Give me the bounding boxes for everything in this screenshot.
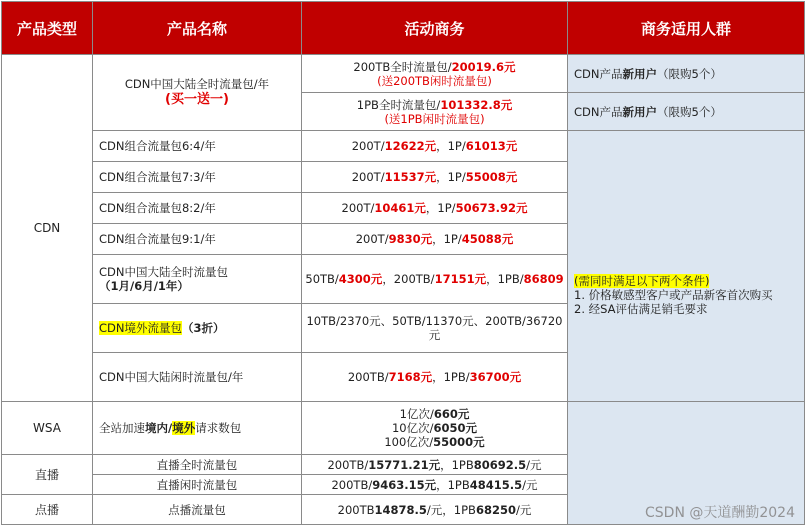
audience-bold: 新用户 — [622, 66, 657, 81]
product-name-highlight: CDN境外流量包 — [99, 321, 182, 335]
product-name-period: （1月/6月/1年） — [99, 279, 189, 293]
condition-1: 1. 价格敏感型客户或产品新客首次购买 — [574, 288, 773, 302]
deal-text: 10TB/2370元、50TB/11370元、200TB/36720 — [306, 314, 563, 328]
header-row — [2, 2, 805, 55]
promotion-cell: 50TB/4300元，200TB/17151元，1PB/86809 — [302, 255, 568, 304]
deal-note: (送1PB闲时流量包) — [384, 111, 485, 126]
table-row — [2, 55, 805, 93]
product-name: CDN组合流量包6:4/年 — [93, 131, 302, 162]
promotion-cell: 200T/9830元，1P/45088元 — [302, 224, 568, 255]
audience-cell — [568, 93, 805, 131]
audience-text: CDN产品 — [574, 66, 623, 81]
product-name: CDN中国大陆闲时流量包/年 — [93, 353, 302, 402]
product-name — [93, 255, 302, 304]
deal-price: 101332.8元 — [440, 97, 513, 112]
product-name — [93, 304, 302, 353]
audience-text: CDN产品 — [574, 104, 623, 119]
promotion-cell: 200TB/7168元，1PB/36700元 — [302, 353, 568, 402]
promotion-cell — [302, 93, 568, 131]
type-live: 直播 — [2, 455, 93, 495]
deal-text: 200TB全时流量包/ — [353, 59, 452, 74]
conditions-heading: (需同时满足以下两个条件) — [574, 274, 710, 288]
condition-2: 2. 经SA评估满足销毛要求 — [574, 302, 708, 316]
promotion-cell — [302, 304, 568, 353]
pricing-table — [1, 1, 805, 525]
deal-price: 20019.6元 — [451, 59, 516, 74]
audience-conditions-cell — [568, 131, 805, 402]
product-name: 点播流量包 — [93, 495, 302, 525]
deal-note: (送200TB闲时流量包) — [377, 73, 492, 88]
product-name: CDN组合流量包8:2/年 — [93, 193, 302, 224]
table-row — [2, 402, 805, 455]
product-name-line: CDN中国大陆全时流量包/年 — [124, 76, 270, 91]
product-name: 直播全时流量包 — [93, 455, 302, 475]
promotion-cell: 200T/12622元，1P/61013元 — [302, 131, 568, 162]
promotion-cell: 1亿次/660元 10亿次/6050元 100亿次/55000元 — [302, 402, 568, 455]
product-name: 全站加速境内/境外请求数包 — [93, 402, 302, 455]
header-audience: 商务适用人群 — [568, 2, 805, 55]
promotion-cell: 200TB/15771.21元，1PB80692.5/元 — [302, 455, 568, 475]
promotion-cell — [302, 55, 568, 93]
product-name: CDN组合流量包9:1/年 — [93, 224, 302, 255]
promotion-cell: 200TB14878.5/元，1PB68250/元 — [302, 495, 568, 525]
deal-text: 元 — [428, 328, 441, 342]
promotion-cell: 200T/10461元，1P/50673.92元 — [302, 193, 568, 224]
table-row — [2, 131, 805, 162]
audience-limit: （限购5个） — [657, 66, 722, 81]
promotion-cell: 200T/11537元，1P/55008元 — [302, 162, 568, 193]
audience-cell — [568, 55, 805, 93]
header-product-type: 产品类型 — [2, 2, 93, 55]
buy-one-get-one-label: (买一送一) — [165, 91, 229, 107]
type-vod: 点播 — [2, 495, 93, 525]
audience-bold: 新用户 — [622, 104, 657, 119]
watermark: CSDN @天道酬勤2024 — [645, 505, 795, 521]
product-name: CDN组合流量包7:3/年 — [93, 162, 302, 193]
discount-label: （3折） — [182, 321, 225, 335]
product-name — [93, 55, 302, 131]
product-name-line: CDN中国大陆全时流量包 — [99, 265, 228, 279]
type-wsa: WSA — [2, 402, 93, 455]
product-name: 直播闲时流量包 — [93, 475, 302, 495]
header-product-name: 产品名称 — [93, 2, 302, 55]
audience-limit: （限购5个） — [657, 104, 722, 119]
type-cdn: CDN — [2, 55, 93, 402]
header-promotion: 活动商务 — [302, 2, 568, 55]
promotion-cell: 200TB/9463.15元，1PB48415.5/元 — [302, 475, 568, 495]
deal-text: 1PB全时流量包/ — [356, 97, 441, 112]
